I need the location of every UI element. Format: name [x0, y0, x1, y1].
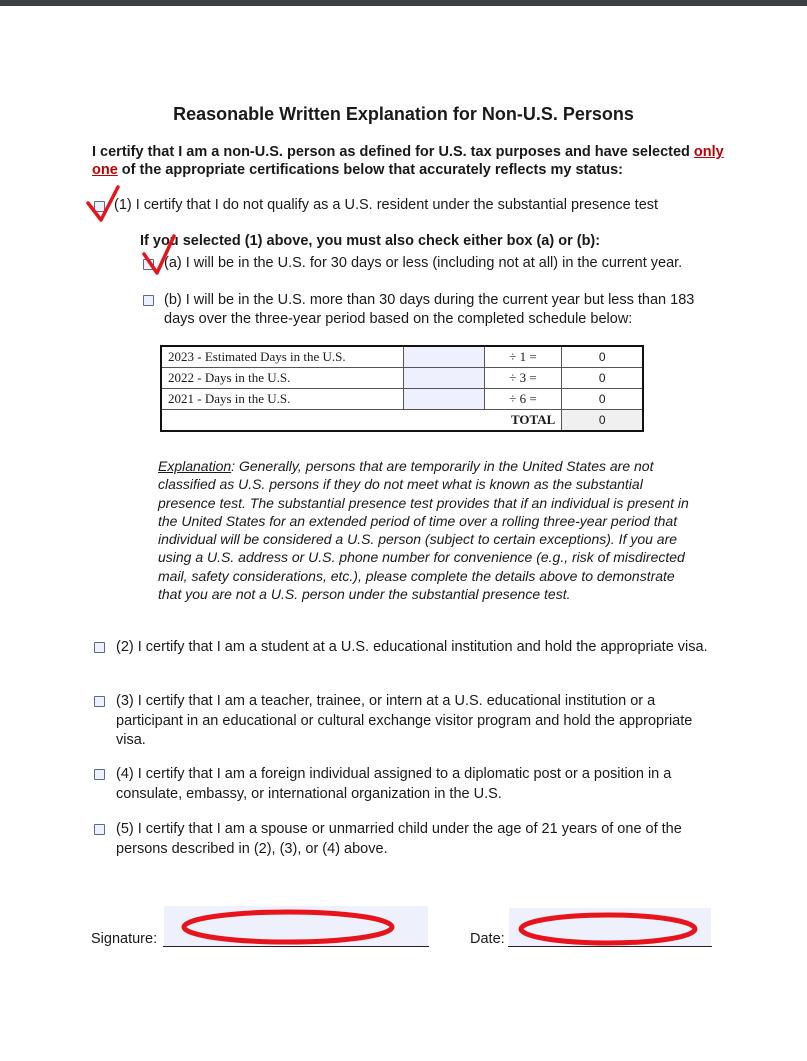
signature-label: Signature: — [91, 931, 158, 947]
option-1b-label-line1: (b) I will be in the U.S. more than 30 days during the current year but less than 183 — [164, 292, 695, 308]
row-label: 2022 - Days in the U.S. — [161, 368, 404, 389]
total-label: TOTAL — [161, 410, 562, 432]
total-value: 0 — [562, 410, 643, 432]
intro-text-1: I certify that I am a non-U.S. person as defined for U.S. tax purposes and have selected — [92, 144, 694, 160]
option-3-label: (3) I certify that I am a teacher, trainee, or intern at a U.S. educational institution or a participant in an educational or cultural exchange visitor program and hold the appropriate visa. — [116, 693, 693, 748]
checkmark-option-1a-icon — [144, 236, 174, 273]
explanation-label: Explanation — [158, 458, 232, 474]
option-1-label: (1) I certify that I do not qualify as a U.S. resident under the substantial presence test — [114, 197, 659, 213]
divisor: ÷ 1 = — [484, 346, 562, 368]
redaction-circle-date-icon — [521, 915, 695, 943]
page-title: Reasonable Written Explanation for Non-U.S. Persons — [173, 104, 634, 124]
checkmark-option-1-icon — [88, 187, 118, 220]
option-1-sub-heading: If you selected (1) above, you must also check either box (a) or (b): — [140, 233, 601, 249]
redaction-circle-signature-icon — [184, 912, 392, 942]
explanation-text: : Generally, persons that are temporarily in the United States are not classified as U.S. persons if they do not meet what is known as the substantial presence test. The substantial presence test provides that if an individual is present in the United States for an extended period of time over a rolling three-year period that individual will be considered a U.S. person (subject to certain exceptions). If you are using a U.S. address or U.S. phone number for convenience (e.g., risk of misdirected mail, safety considerations, etc.), please complete the details above to demonstrate that you are not a U.S. person under the substantial presence test. — [158, 458, 689, 603]
option-2-label: (2) I certify that I am a student at a U.S. educational institution and hold the appropriate visa. — [116, 639, 708, 655]
option-5-label: (5) I certify that I am a spouse or unmarried child under the age of 21 years of one of the persons described in (2), (3), or (4) above. — [116, 821, 682, 857]
divisor: ÷ 6 = — [484, 389, 562, 410]
option-1b-label-line2: days over the three-year period based on the completed schedule below: — [164, 311, 633, 327]
divisor: ÷ 3 = — [484, 368, 562, 389]
computed-value: 0 — [562, 346, 643, 368]
row-label: 2021 - Days in the U.S. — [161, 389, 404, 410]
intro-text-2: of the appropriate certifications below that accurately reflects my status: — [117, 162, 624, 178]
computed-value: 0 — [562, 368, 643, 389]
row-label: 2023 - Estimated Days in the U.S. — [161, 346, 404, 368]
option-1a-label: (a) I will be in the U.S. for 30 days or less (including not at all) in the current year. — [164, 255, 683, 271]
date-label: Date: — [470, 931, 505, 947]
only-one-emphasis: only one — [92, 144, 724, 178]
computed-value: 0 — [562, 389, 643, 410]
option-4-label: (4) I certify that I am a foreign individual assigned to a diplomatic post or a position in a consulate, embassy, or international organization in the U.S. — [116, 766, 672, 802]
